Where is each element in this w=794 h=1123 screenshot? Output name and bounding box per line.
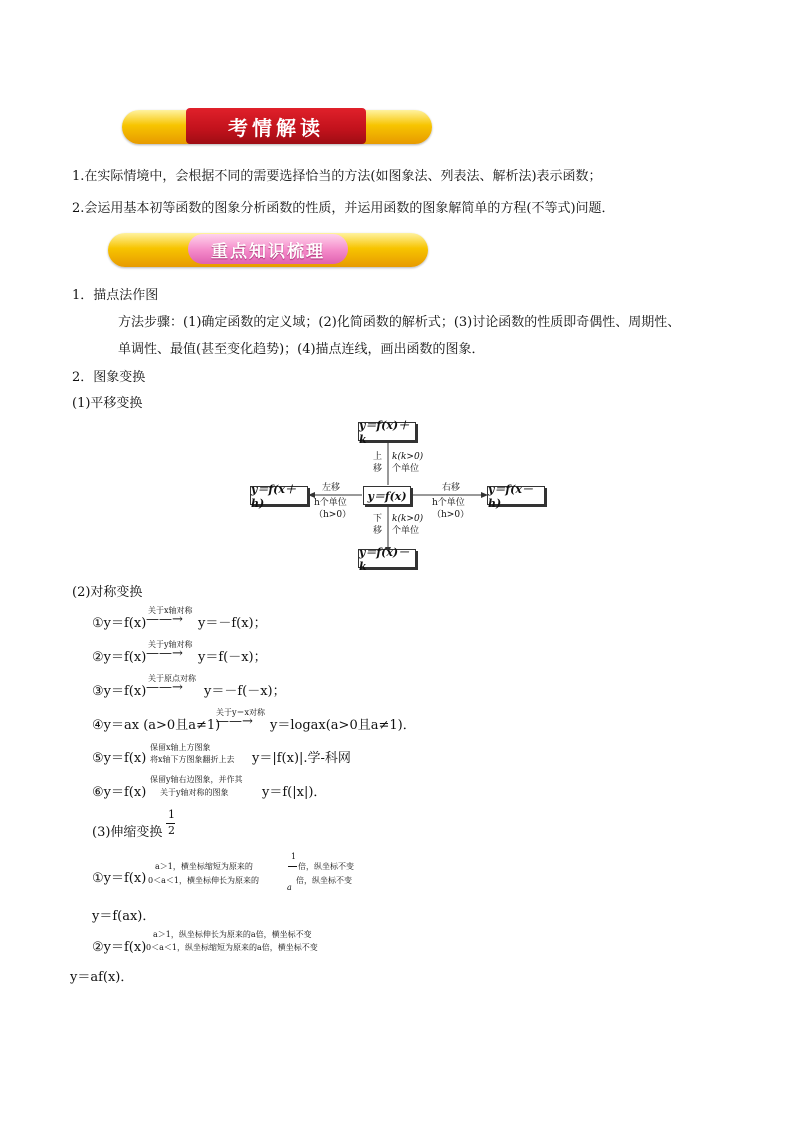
banner-title: 重点知识梳理	[188, 234, 348, 264]
stretch-rule-2-end: y＝af(x)．	[70, 970, 134, 985]
right-condition-1: h个单位	[432, 498, 465, 508]
section-body-line-1: 方法步骤：(1)确定函数的定义域；(2)化简函数的解析式；(3)讨论函数的性质即奇偶性、周期性、	[118, 315, 681, 330]
rule-arrow: ——→	[146, 646, 183, 661]
up-condition-2: 个单位	[392, 464, 420, 474]
center-function-box: y＝f(x)	[363, 486, 411, 505]
rule-arrow: ——→	[216, 714, 253, 729]
rule-start: ⑤y＝f(x)	[92, 751, 147, 766]
rule-condition-below: 0＜a＜1，横坐标伸长为原来的	[148, 876, 259, 885]
rule-condition: 保留y轴右边图象，并作其	[150, 775, 243, 784]
rule-start: ④y＝ax (a>0且a≠1)	[92, 718, 221, 733]
section-banner-key-knowledge	[108, 233, 428, 267]
rule-condition-below: 关于y轴对称的图象	[160, 788, 229, 797]
rule-condition: a＞1，横坐标缩短为原来的	[155, 862, 253, 871]
rule-condition-below: 0＜a＜1，纵坐标缩短为原来的a倍，横坐标不变	[146, 943, 318, 952]
rule-start: ①y＝f(x)	[92, 871, 147, 886]
down-condition-2: 个单位	[392, 526, 420, 536]
section-body-line-2: 单调性、最值(甚至变化趋势)；(4)描点连线，画出函数的图象．	[118, 342, 485, 357]
right-condition-2: （h>0）	[432, 510, 470, 520]
rule-end: y＝logax(a>0且a≠1)．	[270, 718, 416, 733]
rule-condition-below: 将x轴下方图象翻折上去	[150, 755, 235, 764]
intro-line-2: 2.会运用基本初等函数的图象分析函数的性质，并运用函数的图象解简单的方程(不等式)问题．	[72, 201, 615, 216]
rule-condition: 关于原点对称	[148, 674, 196, 683]
rule-start: ②y＝f(x)	[92, 650, 147, 665]
rule-arrow: ——→	[146, 612, 183, 627]
left-shift-function-box: y＝f(x＋h)	[250, 486, 308, 505]
left-condition-2: （h>0）	[314, 510, 352, 520]
up-label-2: 移	[373, 464, 383, 474]
down-shift-function-box: y＝f(x)－k	[358, 549, 416, 568]
rule-arrow: ——→	[146, 680, 183, 695]
rule-condition: a＞1，纵坐标伸长为原来的a倍，横坐标不变	[153, 930, 312, 939]
subheading-stretch: (3)伸缩变换	[92, 825, 163, 840]
section-banner-exam-analysis	[122, 110, 432, 144]
rule-end: y＝－f(－x)；	[204, 684, 286, 699]
rule-end: y＝－f(x)；	[198, 616, 267, 631]
down-label-1: 下	[373, 514, 383, 524]
down-condition-1: k(k>0)	[392, 514, 424, 524]
rule-condition-tail: 倍，纵坐标不变	[298, 862, 354, 871]
subheading-translation: (1)平移变换	[72, 396, 143, 411]
rule-end: y＝f(－x)；	[198, 650, 267, 665]
rule-condition-fraction-denominator: a	[287, 883, 292, 892]
heading-fraction-numerator: 1	[168, 808, 175, 821]
stretch-rule-1-end: y＝f(ax)．	[92, 909, 156, 924]
rule-condition: 关于x轴对称	[148, 606, 193, 615]
rule-fraction-bar	[288, 866, 297, 867]
left-condition-1: h个单位	[314, 498, 347, 508]
rule-start: ①y＝f(x)	[92, 616, 147, 631]
section-heading-transform: 2．图象变换	[72, 370, 146, 385]
rule-condition: 保留x轴上方图象	[150, 743, 211, 752]
rule-start: ②y＝f(x)	[92, 940, 147, 955]
up-condition-1: k(k>0)	[392, 452, 424, 462]
right-label: 右移	[442, 483, 461, 493]
banner-title: 考情解读	[186, 108, 366, 144]
rule-end: y＝|f(x)|.学-科网	[252, 751, 351, 766]
section-heading-plotting: 1．描点法作图	[72, 288, 159, 303]
rule-condition: 关于y＝x对称	[216, 708, 266, 717]
rule-condition: 关于y轴对称	[148, 640, 193, 649]
down-label-2: 移	[373, 526, 383, 536]
rule-start: ③y＝f(x)	[92, 684, 147, 699]
subheading-symmetry: (2)对称变换	[72, 585, 143, 600]
right-shift-function-box: y＝f(x－h)	[487, 486, 545, 505]
rule-end: y＝f(|x|)．	[262, 785, 327, 800]
intro-line-1: 1.在实际情境中，会根据不同的需要选择恰当的方法(如图象法、列表法、解析法)表示函数；	[72, 169, 602, 184]
up-label-1: 上	[373, 452, 383, 462]
rule-condition-below-tail: 倍，纵坐标不变	[296, 876, 352, 885]
left-label: 左移	[322, 483, 341, 493]
up-shift-function-box: y＝f(x)＋k	[358, 422, 416, 441]
rule-start: ⑥y＝f(x)	[92, 785, 147, 800]
heading-fraction-denominator: 2	[168, 824, 175, 837]
rule-condition-fraction-numerator: 1	[291, 852, 297, 861]
